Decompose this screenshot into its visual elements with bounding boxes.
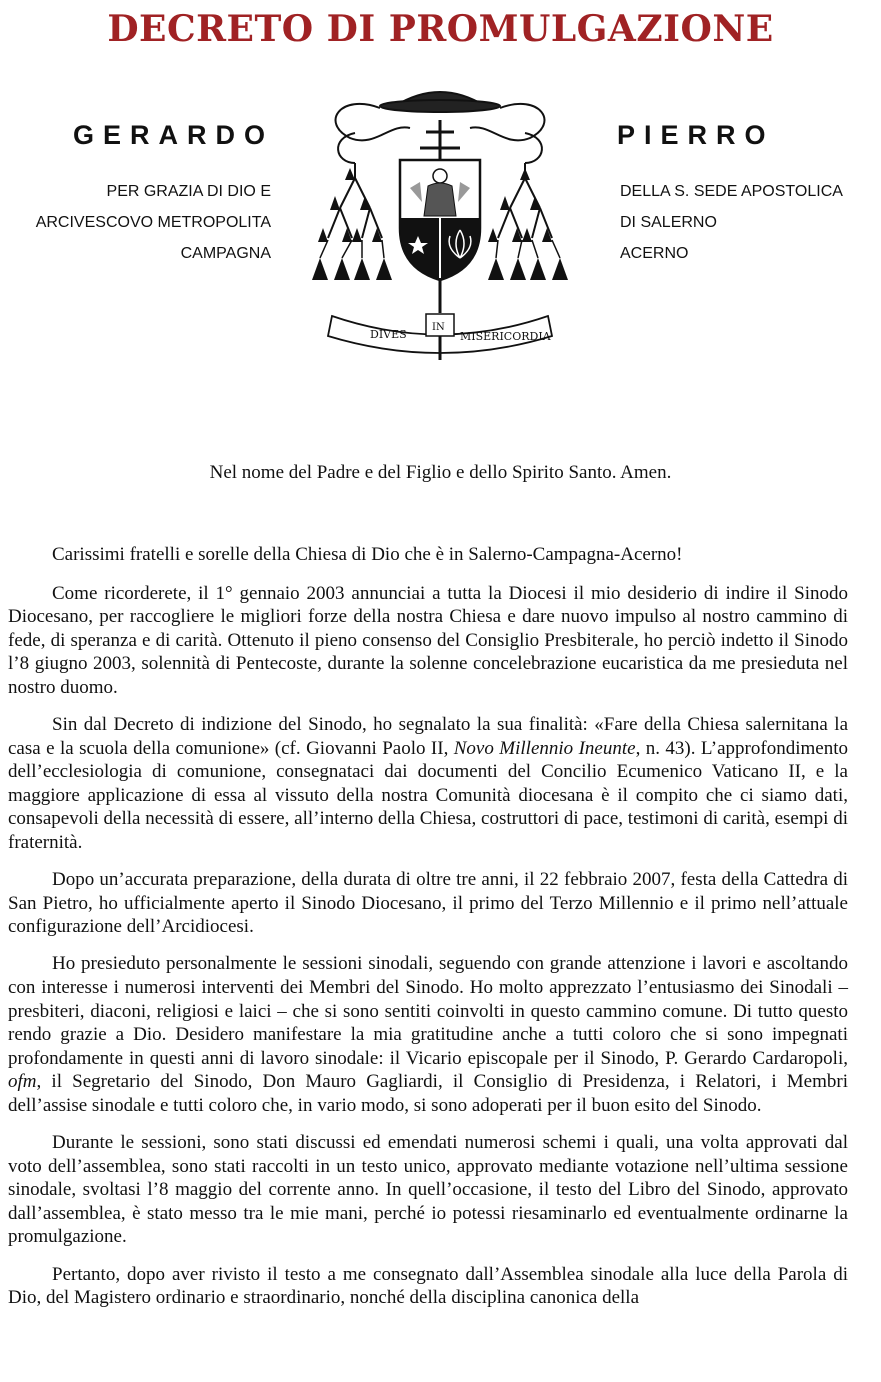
titles-right	[620, 176, 843, 269]
paragraph-text: Sin dal Decreto di indizione del Sinodo, ho segnalato la sua finalità: «Fare della Chiesa salernitana la casa e la scuola della comunione» (cf. Giovanni Paolo II,	[8, 714, 848, 759]
archbishop-first-name: GERARDO	[72, 120, 274, 150]
title-line: ARCIVESCOVO METROPOLITA	[35, 214, 271, 231]
paragraph-text: Ho presieduto personalmente le sessioni sinodali, seguendo con grande attenzione i lavori e ascoltando con interesse i numerosi interventi dei Membri del Sinodo. Ho molto apprezzato l’entusiasmo dei Sinodali – presbiteri, diaconi, religiosi e laici – che si sono sentiti coinvolti in questo cammino comune. Di tutto questo rendo grazie a Dio. Desidero manifestare la mia gratitudine anche a tutti coloro che si sono impegnati profondamente in questi anni di lavoro sinodale: il Vicario episcopale per il Sinodo, P. Gerardo Cardaropoli,	[8, 953, 848, 1069]
coat-of-arms-icon	[300, 68, 580, 368]
paragraph-text: , n. 43). L’approfondimento dell’ecclesiologia di comunione, consegnataci dai documenti del Concilio Ecumenico Vaticano II, e la maggiore applicazione di essa al vissuto della nostra Comunità diocesana è il compito che ci siamo dati, consapevoli della necessità di essere, all’interno della Chiesa, costruttori di pace, testimoni di carità, esempi di fraternità.	[8, 737, 848, 854]
paragraph	[8, 952, 848, 1117]
title-line: CAMPAGNA	[180, 245, 271, 262]
decree-body	[8, 543, 848, 1323]
motto-word: DIVES	[370, 328, 407, 341]
title-line: DI SALERNO	[620, 214, 717, 231]
paragraph	[8, 713, 848, 855]
paragraph-text: , il Segretario del Sinodo, Don Mauro Gagliardi, il Consiglio di Presidenza, i Relatori, i Membri dell’assise sinodale e tutti coloro che, in vario modo, si sono adoperati per il buon esito del Sinodo.	[8, 1071, 848, 1116]
motto-word: MISERICORDIA	[460, 330, 551, 343]
citation-title: Novo Millennio Ineunte	[453, 737, 636, 759]
paragraph: Durante le sessioni, sono stati discussi ed emendati numerosi schemi i quali, una volta approvati dal voto dell’assemblea, sono stati raccolti in un testo unico, approvato mediante votazione nell’ultima sessione sinodale, svoltasi l’8 maggio del corrente anno. In quell’occasione, il testo del Libro del Sinodo, approvato dall’assemblea, è stato messo tra le mie mani, perché io potessi riesaminarlo ed eventualmente ordinarne la promulgazione.	[8, 1132, 848, 1248]
motto-word: IN	[432, 322, 445, 333]
order-abbreviation: ofm	[8, 1071, 37, 1093]
title-line: PER GRAZIA DI DIO E	[106, 183, 271, 200]
paragraph: Come ricorderete, il 1° gennaio 2003 annunciai a tutta la Diocesi il mio desiderio di indire il Sinodo Diocesano, per raccogliere le migliori forze della nostra Chiesa e dare nuovo impulso al nostro cammino di fede, di speranza e di carità. Ottenuto il pieno consenso del Consiglio Presbiterale, ho perciò indetto il Sinodo l’8 giugno 2003, solennità di Pentecoste, durante la solenne concelebrazione eucaristica da me presieduta nel nostro duomo.	[8, 582, 848, 698]
archbishop-surname: PIERRO	[617, 120, 775, 150]
page-title: DECRETO DI PROMULGAZIONE	[107, 8, 774, 50]
paragraph: Dopo un’accurata preparazione, della durata di oltre tre anni, il 22 febbraio 2007, festa della Cattedra di San Pietro, ho ufficialmente aperto il Sinodo Diocesano, il primo del Terzo Millennio e il primo nell’attuale configurazione dell’Arcidiocesi.	[8, 869, 848, 938]
paragraph: Pertanto, dopo aver rivisto il testo a me consegnato dall’Assemblea sinodale alla luce della Parola di Dio, del Magistero ordinario e straordinario, nonché della disciplina canonica della	[8, 1263, 848, 1309]
title-line: DELLA S. SEDE APOSTOLICA	[620, 183, 843, 200]
salutation: Carissimi fratelli e sorelle della Chiesa di Dio che è in Salerno-Campagna-Acerno!	[52, 544, 683, 565]
title-line: ACERNO	[620, 245, 689, 262]
invocation: Nel nome del Padre e del Figlio e dello Spirito Santo. Amen.	[209, 462, 672, 483]
titles-left	[36, 176, 271, 269]
